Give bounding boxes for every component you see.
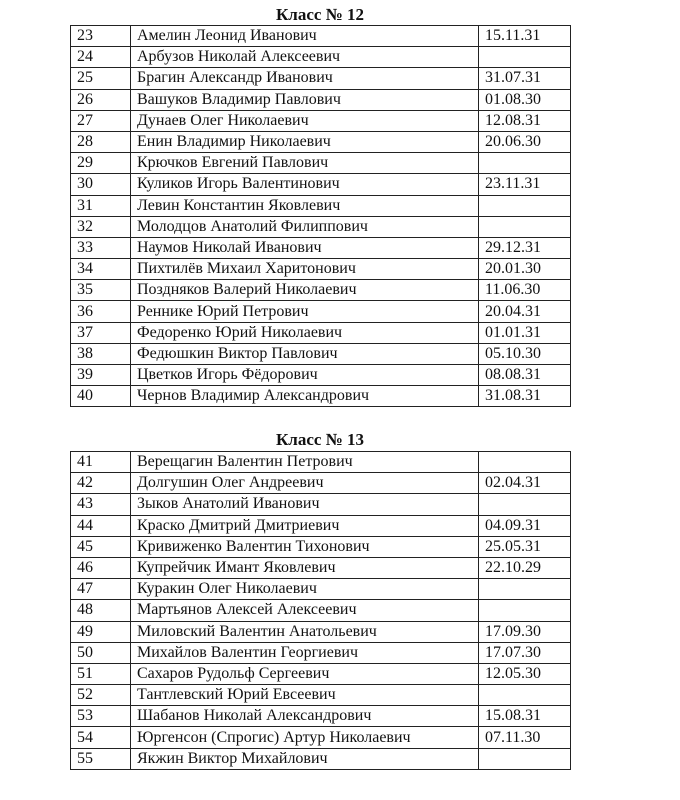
row-number-cell: 33 — [71, 237, 131, 258]
birth-date-cell: 12.05.30 — [479, 663, 571, 684]
student-name-cell: Федюшкин Виктор Павлович — [131, 343, 479, 364]
row-number-cell: 38 — [71, 343, 131, 364]
row-number-cell: 37 — [71, 322, 131, 343]
birth-date-cell: 01.01.31 — [479, 322, 571, 343]
table-row — [71, 47, 571, 68]
table-row — [71, 110, 571, 131]
row-number-cell: 54 — [71, 727, 131, 748]
table-row — [71, 386, 571, 407]
student-name-cell: Реннике Юрий Петрович — [131, 301, 479, 322]
birth-date-cell — [479, 195, 571, 216]
student-name-cell: Поздняков Валерий Николаевич — [131, 280, 479, 301]
table-row — [71, 153, 571, 174]
birth-date-cell: 29.12.31 — [479, 237, 571, 258]
birth-date-cell — [479, 216, 571, 237]
table-row — [71, 237, 571, 258]
row-number-cell: 41 — [71, 452, 131, 473]
birth-date-cell: 31.07.31 — [479, 68, 571, 89]
row-number-cell: 52 — [71, 685, 131, 706]
student-name-cell: Краско Дмитрий Дмитриевич — [131, 515, 479, 536]
student-name-cell: Наумов Николай Иванович — [131, 237, 479, 258]
row-number-cell: 34 — [71, 259, 131, 280]
row-number-cell: 43 — [71, 494, 131, 515]
birth-date-cell: 22.10.29 — [479, 557, 571, 578]
table-row — [71, 322, 571, 343]
student-name-cell: Дунаев Олег Николаевич — [131, 110, 479, 131]
table-row — [71, 536, 571, 557]
table-row — [71, 663, 571, 684]
roster-table-class-12 — [70, 25, 571, 407]
student-name-cell: Сахаров Рудольф Сергеевич — [131, 663, 479, 684]
row-number-cell: 50 — [71, 642, 131, 663]
table-row — [71, 515, 571, 536]
student-name-cell: Чернов Владимир Александрович — [131, 386, 479, 407]
student-name-cell: Амелин Леонид Иванович — [131, 26, 479, 47]
row-number-cell: 42 — [71, 473, 131, 494]
table-row — [71, 621, 571, 642]
birth-date-cell — [479, 452, 571, 473]
table-row — [71, 259, 571, 280]
birth-date-cell — [479, 153, 571, 174]
roster-table-body — [71, 26, 571, 407]
student-name-cell: Вашуков Владимир Павлович — [131, 89, 479, 110]
table-row — [71, 642, 571, 663]
row-number-cell: 30 — [71, 174, 131, 195]
student-name-cell: Михайлов Валентин Георгиевич — [131, 642, 479, 663]
row-number-cell: 48 — [71, 600, 131, 621]
student-name-cell: Шабанов Николай Александрович — [131, 706, 479, 727]
birth-date-cell: 01.08.30 — [479, 89, 571, 110]
student-name-cell: Купрейчик Имант Яковлевич — [131, 557, 479, 578]
student-name-cell: Куракин Олег Николаевич — [131, 579, 479, 600]
table-row — [71, 579, 571, 600]
student-name-cell: Зыков Анатолий Иванович — [131, 494, 479, 515]
table-row — [71, 174, 571, 195]
row-number-cell: 29 — [71, 153, 131, 174]
row-number-cell: 27 — [71, 110, 131, 131]
birth-date-cell — [479, 47, 571, 68]
birth-date-cell: 12.08.31 — [479, 110, 571, 131]
row-number-cell: 55 — [71, 748, 131, 769]
student-name-cell: Арбузов Николай Алексеевич — [131, 47, 479, 68]
row-number-cell: 44 — [71, 515, 131, 536]
student-name-cell: Кривиженко Валентин Тихонович — [131, 536, 479, 557]
student-name-cell: Левин Константин Яковлевич — [131, 195, 479, 216]
section-title-class-13: Класс № 13 — [275, 430, 365, 449]
section-title-class-12: Класс № 12 — [275, 5, 365, 24]
row-number-cell: 51 — [71, 663, 131, 684]
student-name-cell: Юргенсон (Спрогис) Артур Николаевич — [131, 727, 479, 748]
birth-date-cell: 20.06.30 — [479, 131, 571, 152]
student-name-cell: Енин Владимир Николаевич — [131, 131, 479, 152]
table-row — [71, 685, 571, 706]
table-row — [71, 195, 571, 216]
birth-date-cell: 17.07.30 — [479, 642, 571, 663]
row-number-cell: 49 — [71, 621, 131, 642]
table-row — [71, 727, 571, 748]
birth-date-cell — [479, 685, 571, 706]
student-name-cell: Куликов Игорь Валентинович — [131, 174, 479, 195]
table-row — [71, 131, 571, 152]
table-row — [71, 301, 571, 322]
table-row — [71, 68, 571, 89]
row-number-cell: 40 — [71, 386, 131, 407]
table-row — [71, 557, 571, 578]
table-row — [71, 216, 571, 237]
table-row — [71, 365, 571, 386]
row-number-cell: 35 — [71, 280, 131, 301]
birth-date-cell: 15.08.31 — [479, 706, 571, 727]
student-name-cell: Цветков Игорь Фёдорович — [131, 365, 479, 386]
row-number-cell: 39 — [71, 365, 131, 386]
birth-date-cell: 31.08.31 — [479, 386, 571, 407]
row-number-cell: 28 — [71, 131, 131, 152]
birth-date-cell — [479, 600, 571, 621]
birth-date-cell — [479, 748, 571, 769]
birth-date-cell: 20.04.31 — [479, 301, 571, 322]
table-row — [71, 26, 571, 47]
birth-date-cell: 05.10.30 — [479, 343, 571, 364]
row-number-cell: 45 — [71, 536, 131, 557]
student-name-cell: Молодцов Анатолий Филиппович — [131, 216, 479, 237]
table-row — [71, 494, 571, 515]
table-row — [71, 343, 571, 364]
table-row — [71, 89, 571, 110]
birth-date-cell: 15.11.31 — [479, 26, 571, 47]
student-name-cell: Долгушин Олег Андреевич — [131, 473, 479, 494]
table-row — [71, 600, 571, 621]
row-number-cell: 23 — [71, 26, 131, 47]
table-row — [71, 748, 571, 769]
birth-date-cell — [479, 494, 571, 515]
birth-date-cell: 17.09.30 — [479, 621, 571, 642]
birth-date-cell: 08.08.31 — [479, 365, 571, 386]
table-row — [71, 473, 571, 494]
row-number-cell: 32 — [71, 216, 131, 237]
row-number-cell: 47 — [71, 579, 131, 600]
birth-date-cell — [479, 579, 571, 600]
student-name-cell: Миловский Валентин Анатольевич — [131, 621, 479, 642]
row-number-cell: 24 — [71, 47, 131, 68]
student-name-cell: Якжин Виктор Михайлович — [131, 748, 479, 769]
student-name-cell: Тантлевский Юрий Евсеевич — [131, 685, 479, 706]
student-name-cell: Верещагин Валентин Петрович — [131, 452, 479, 473]
table-row — [71, 452, 571, 473]
row-number-cell: 25 — [71, 68, 131, 89]
roster-table-body — [71, 452, 571, 770]
birth-date-cell: 07.11.30 — [479, 727, 571, 748]
student-name-cell: Брагин Александр Иванович — [131, 68, 479, 89]
table-row — [71, 706, 571, 727]
row-number-cell: 53 — [71, 706, 131, 727]
birth-date-cell: 20.01.30 — [479, 259, 571, 280]
student-name-cell: Крючков Евгений Павлович — [131, 153, 479, 174]
row-number-cell: 26 — [71, 89, 131, 110]
birth-date-cell: 04.09.31 — [479, 515, 571, 536]
roster-table-class-13 — [70, 451, 571, 770]
row-number-cell: 31 — [71, 195, 131, 216]
birth-date-cell: 23.11.31 — [479, 174, 571, 195]
row-number-cell: 46 — [71, 557, 131, 578]
student-name-cell: Пихтилёв Михаил Харитонович — [131, 259, 479, 280]
table-row — [71, 280, 571, 301]
birth-date-cell: 02.04.31 — [479, 473, 571, 494]
birth-date-cell: 11.06.30 — [479, 280, 571, 301]
student-name-cell: Мартьянов Алексей Алексеевич — [131, 600, 479, 621]
row-number-cell: 36 — [71, 301, 131, 322]
birth-date-cell: 25.05.31 — [479, 536, 571, 557]
student-name-cell: Федоренко Юрий Николаевич — [131, 322, 479, 343]
